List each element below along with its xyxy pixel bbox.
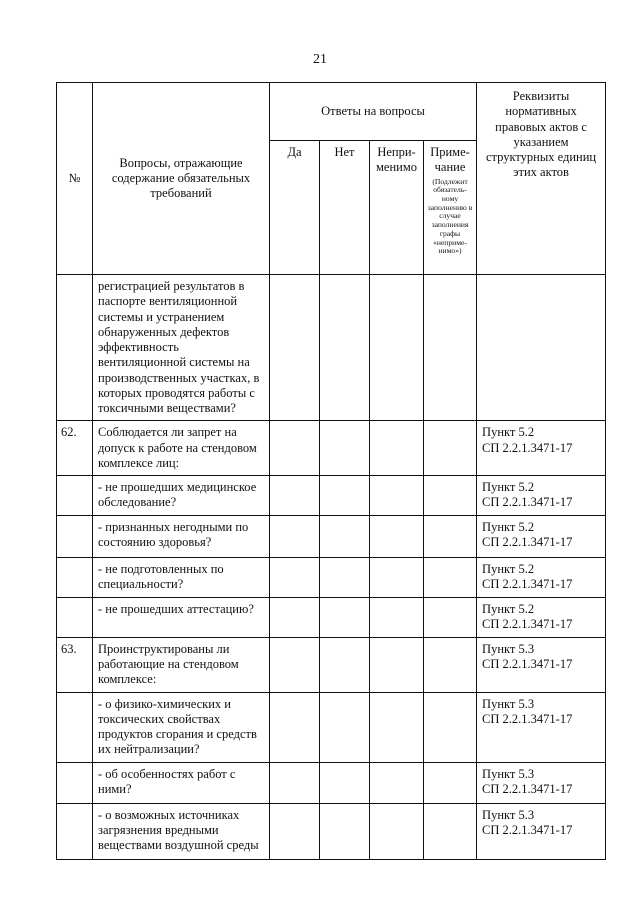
answer-yes-cell [270,515,320,557]
reference-cell: Пункт 5.3 СП 2.2.1.3471-17 [477,692,606,762]
reference-cell: Пункт 5.3 СП 2.2.1.3471-17 [477,637,606,692]
question-cell: - о возможных источниках загрязнения вредными веществами воздушной среды [93,803,270,859]
answer-yes-cell [270,421,320,476]
answer-no-cell [320,476,370,516]
answer-no-cell [320,515,370,557]
header-note [424,141,477,275]
answer-no-cell [320,803,370,859]
answer-na-cell [370,515,424,557]
answer-no-cell [320,275,370,421]
header-no: № [57,83,93,275]
note-cell [424,557,477,597]
answer-na-cell [370,476,424,516]
table-row [57,476,606,516]
reference-cell: Пункт 5.2 СП 2.2.1.3471-17 [477,421,606,476]
note-cell [424,803,477,859]
header-answers: Ответы на вопросы [270,83,477,141]
row-number [57,515,93,557]
question-cell: - признанных негодными по состоянию здоровья? [93,515,270,557]
note-cell [424,476,477,516]
note-cell [424,275,477,421]
row-number [57,597,93,637]
note-cell [424,692,477,762]
answer-yes-cell [270,597,320,637]
question-cell: - не прошедших медицинское обследование? [93,476,270,516]
answer-no-cell [320,421,370,476]
reference-cell: Пункт 5.2 СП 2.2.1.3471-17 [477,515,606,557]
answer-na-cell [370,597,424,637]
reference-cell: Пункт 5.3 СП 2.2.1.3471-17 [477,762,606,803]
answer-yes-cell [270,803,320,859]
note-cell [424,597,477,637]
question-cell: регистрацией результатов в паспорте вентиляционной системы и устранением обнаруженных дефектов эффективность вентиляционной системы на производственных участках, в которых проводятся работы с токсичными веществами? [93,275,270,421]
table-row [57,515,606,557]
question-cell: - о физико-химических и токсических свойствах продуктов сгорания и средств их нейтрализации? [93,692,270,762]
table-row [57,275,606,421]
row-number [57,557,93,597]
requirements-table [56,82,606,860]
table-row [57,597,606,637]
answer-yes-cell [270,275,320,421]
reference-cell: Пункт 5.2 СП 2.2.1.3471-17 [477,597,606,637]
row-number: 62. [57,421,93,476]
answer-no-cell [320,692,370,762]
reference-cell: Пункт 5.2 СП 2.2.1.3471-17 [477,476,606,516]
answer-na-cell [370,557,424,597]
row-number [57,803,93,859]
note-cell [424,421,477,476]
answer-na-cell [370,637,424,692]
header-no-answer: Нет [320,141,370,275]
answer-yes-cell [270,557,320,597]
header-refs: Реквизиты нормативных правовых актов с указанием структурных единиц этих актов [477,83,606,275]
answer-no-cell [320,637,370,692]
header-not-applicable: Непри- менимо [370,141,424,275]
question-cell: Соблюдается ли запрет на допуск к работе на стендовом комплексе лиц: [93,421,270,476]
answer-yes-cell [270,476,320,516]
table-row [57,557,606,597]
answer-yes-cell [270,637,320,692]
header-row-top [57,83,606,141]
answer-na-cell [370,421,424,476]
reference-cell: Пункт 5.2 СП 2.2.1.3471-17 [477,557,606,597]
question-cell: Проинструктированы ли работающие на стендовом комплексе: [93,637,270,692]
table-row [57,762,606,803]
page-number: 21 [313,52,327,67]
note-cell [424,637,477,692]
row-number: 63. [57,637,93,692]
table-row [57,803,606,859]
note-cell [424,515,477,557]
header-note-title: Приме- чание [430,145,470,175]
row-number [57,275,93,421]
answer-no-cell [320,762,370,803]
table-row [57,421,606,476]
reference-cell: Пункт 5.3 СП 2.2.1.3471-17 [477,803,606,859]
reference-cell [477,275,606,421]
note-cell [424,762,477,803]
header-yes: Да [270,141,320,275]
row-number [57,762,93,803]
row-number [57,476,93,516]
row-number [57,692,93,762]
answer-na-cell [370,275,424,421]
answer-yes-cell [270,762,320,803]
question-cell: - не подготовленных по специальности? [93,557,270,597]
answer-na-cell [370,692,424,762]
question-cell: - об особенностях работ с ними? [93,762,270,803]
answer-no-cell [320,597,370,637]
answer-yes-cell [270,692,320,762]
answer-na-cell [370,803,424,859]
answer-na-cell [370,762,424,803]
question-cell: - не прошедших аттестацию? [93,597,270,637]
table-row [57,692,606,762]
header-question: Вопросы, отражающие содержание обязательных требований [93,83,270,275]
answer-no-cell [320,557,370,597]
table-row [57,637,606,692]
header-note-detail: (Подлежит обязатель- ному заполнению в случае заполнения графы «неприме- нимо») [427,176,473,256]
